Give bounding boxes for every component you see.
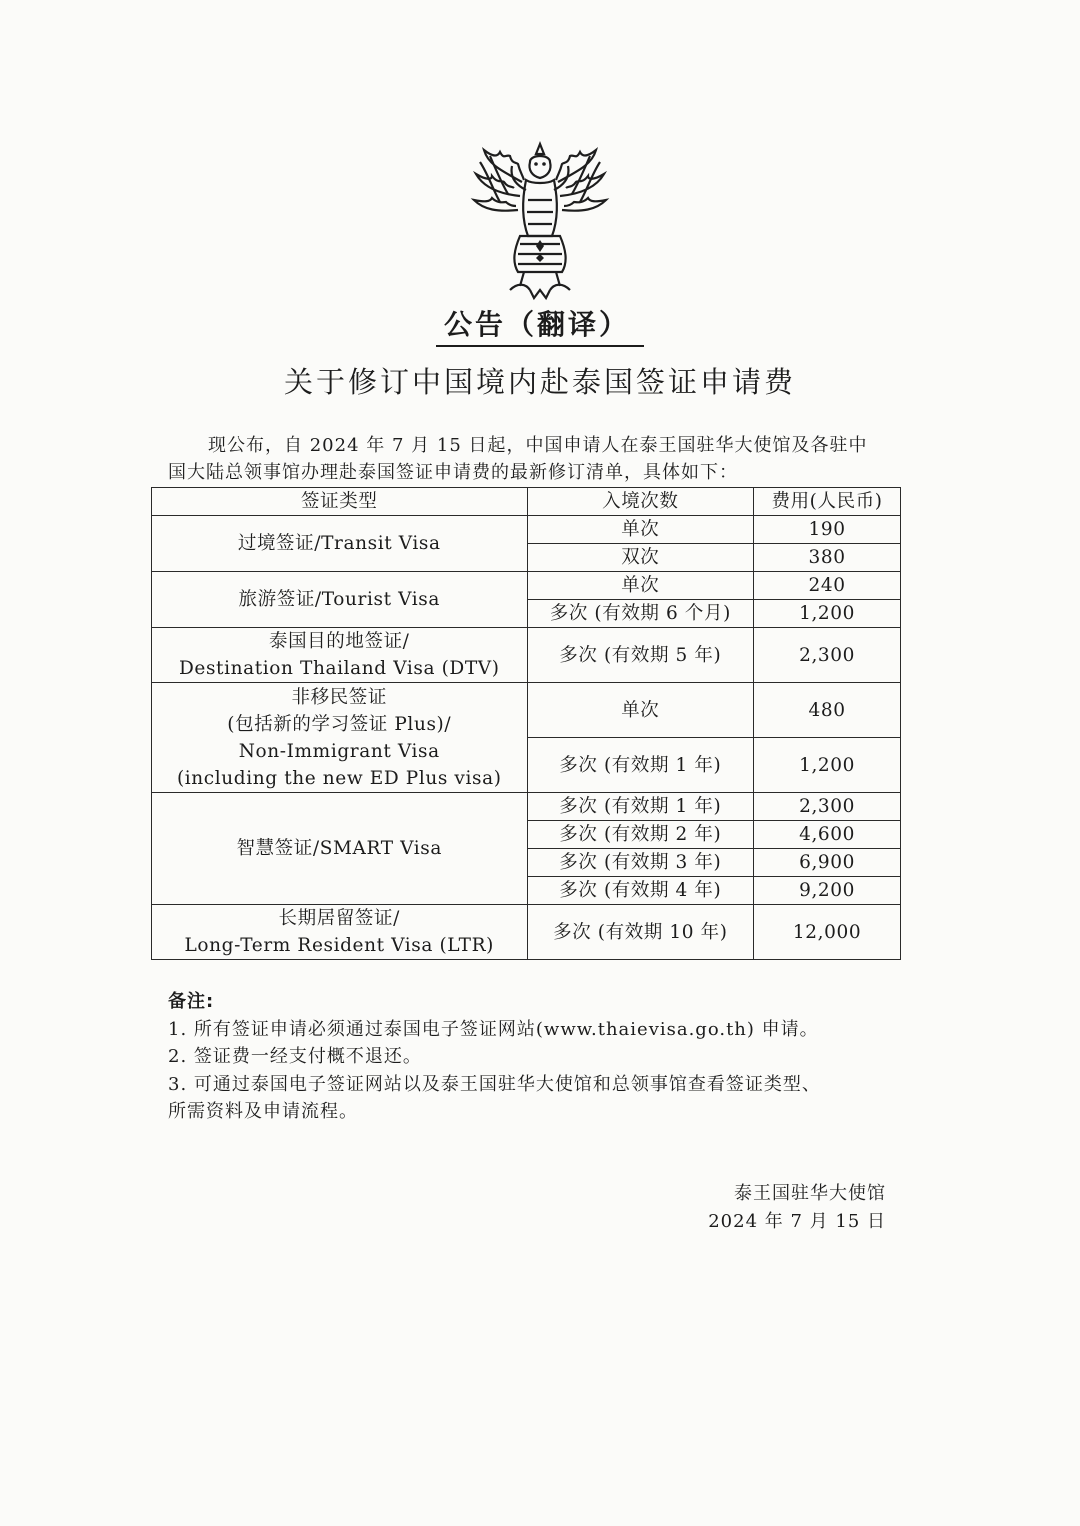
- note-item-continuation: 所需资料及申请流程。: [168, 1101, 358, 1122]
- visa-type-cell: [152, 628, 528, 683]
- entry-cell: 多次 (有效期 1 年): [527, 738, 754, 793]
- visa-type-line: 泰国目的地签证/: [268, 631, 410, 652]
- fee-cell: 6,900: [754, 849, 901, 877]
- signature-block: [708, 1180, 886, 1236]
- notes-title: 备注:: [168, 991, 215, 1012]
- visa-type-cell: [152, 572, 528, 628]
- header-fee: 费用(人民币): [754, 488, 901, 516]
- fee-cell: 240: [754, 572, 901, 600]
- fee-cell: 2,300: [754, 628, 901, 683]
- notes-section: [168, 988, 908, 1126]
- fee-cell: 2,300: [754, 793, 901, 821]
- visa-type-line: (包括新的学习签证 Plus)/: [227, 713, 452, 735]
- fee-cell: 4,600: [754, 821, 901, 849]
- fee-cell: 380: [754, 544, 901, 572]
- entry-cell: 多次 (有效期 2 年): [527, 821, 754, 849]
- fee-cell: 1,200: [754, 738, 901, 793]
- announcement-title: 公告（翻译）: [436, 303, 644, 347]
- visa-type-line: Long-Term Resident Visa (LTR): [184, 935, 494, 956]
- table-row: [152, 628, 901, 683]
- table-row: [152, 516, 901, 544]
- entry-cell: 双次: [527, 544, 754, 572]
- visa-type-line: Non-Immigrant Visa: [238, 740, 440, 762]
- entry-cell: 多次 (有效期 5 年): [527, 628, 754, 683]
- entry-cell: 多次 (有效期 6 个月): [527, 600, 754, 628]
- visa-type-line: 非移民签证: [291, 686, 387, 708]
- visa-fee-table: [151, 487, 901, 960]
- visa-type-cell: [152, 683, 528, 793]
- issuer-name: 泰王国驻华大使馆: [734, 1183, 886, 1204]
- note-item: 3. 可通过泰国电子签证网站以及泰王国驻华大使馆和总领事馆查看签证类型、: [168, 1073, 821, 1095]
- header-visa-type: 签证类型: [152, 488, 528, 516]
- table-row: [152, 683, 901, 738]
- fee-cell: 190: [754, 516, 901, 544]
- intro-paragraph: [168, 432, 908, 486]
- fee-cell: 12,000: [754, 905, 901, 960]
- visa-type-line: Destination Thailand Visa (DTV): [178, 658, 500, 679]
- entry-cell: 单次: [527, 572, 754, 600]
- issue-date: 2024 年 7 月 15 日: [708, 1211, 886, 1232]
- table-row: [152, 793, 901, 821]
- garuda-emblem-icon: [470, 140, 610, 302]
- visa-type-label: 过境签证/Transit Visa: [237, 533, 441, 554]
- note-item: 1. 所有签证申请必须通过泰国电子签证网站(www.thaievisa.go.th) 申请。: [168, 1018, 819, 1040]
- table-header-row: [152, 488, 901, 516]
- fee-cell: 9,200: [754, 877, 901, 905]
- intro-line-1: 现公布，自 2024 年 7 月 15 日起，中国申请人在泰王国驻华大使馆及各驻中: [208, 435, 868, 456]
- entry-cell: 多次 (有效期 1 年): [527, 793, 754, 821]
- entry-cell: 单次: [527, 516, 754, 544]
- visa-type-label: 旅游签证/Tourist Visa: [238, 589, 440, 610]
- entry-cell: 多次 (有效期 10 年): [527, 905, 754, 960]
- announcement-subtitle: 关于修订中国境内赴泰国签证申请费: [283, 365, 796, 399]
- fee-cell: 1,200: [754, 600, 901, 628]
- entry-cell: 单次: [527, 683, 754, 738]
- visa-type-cell: [152, 793, 528, 905]
- entry-cell: 多次 (有效期 3 年): [527, 849, 754, 877]
- table-row: [152, 905, 901, 960]
- visa-type-cell: [152, 516, 528, 572]
- visa-type-line: 长期居留签证/: [278, 908, 400, 929]
- fee-cell: 480: [754, 683, 901, 738]
- visa-type-label: 智慧签证/SMART Visa: [236, 838, 442, 859]
- table-row: [152, 572, 901, 600]
- header-entries: 入境次数: [527, 488, 754, 516]
- note-item: 2. 签证费一经支付概不退还。: [168, 1046, 422, 1067]
- visa-type-cell: [152, 905, 528, 960]
- visa-type-line: (including the new ED Plus visa): [176, 767, 502, 789]
- announcement-heading: [0, 303, 1080, 347]
- intro-line-2: 国大陆总领事馆办理赴泰国签证申请费的最新修订清单，具体如下：: [168, 462, 738, 483]
- entry-cell: 多次 (有效期 4 年): [527, 877, 754, 905]
